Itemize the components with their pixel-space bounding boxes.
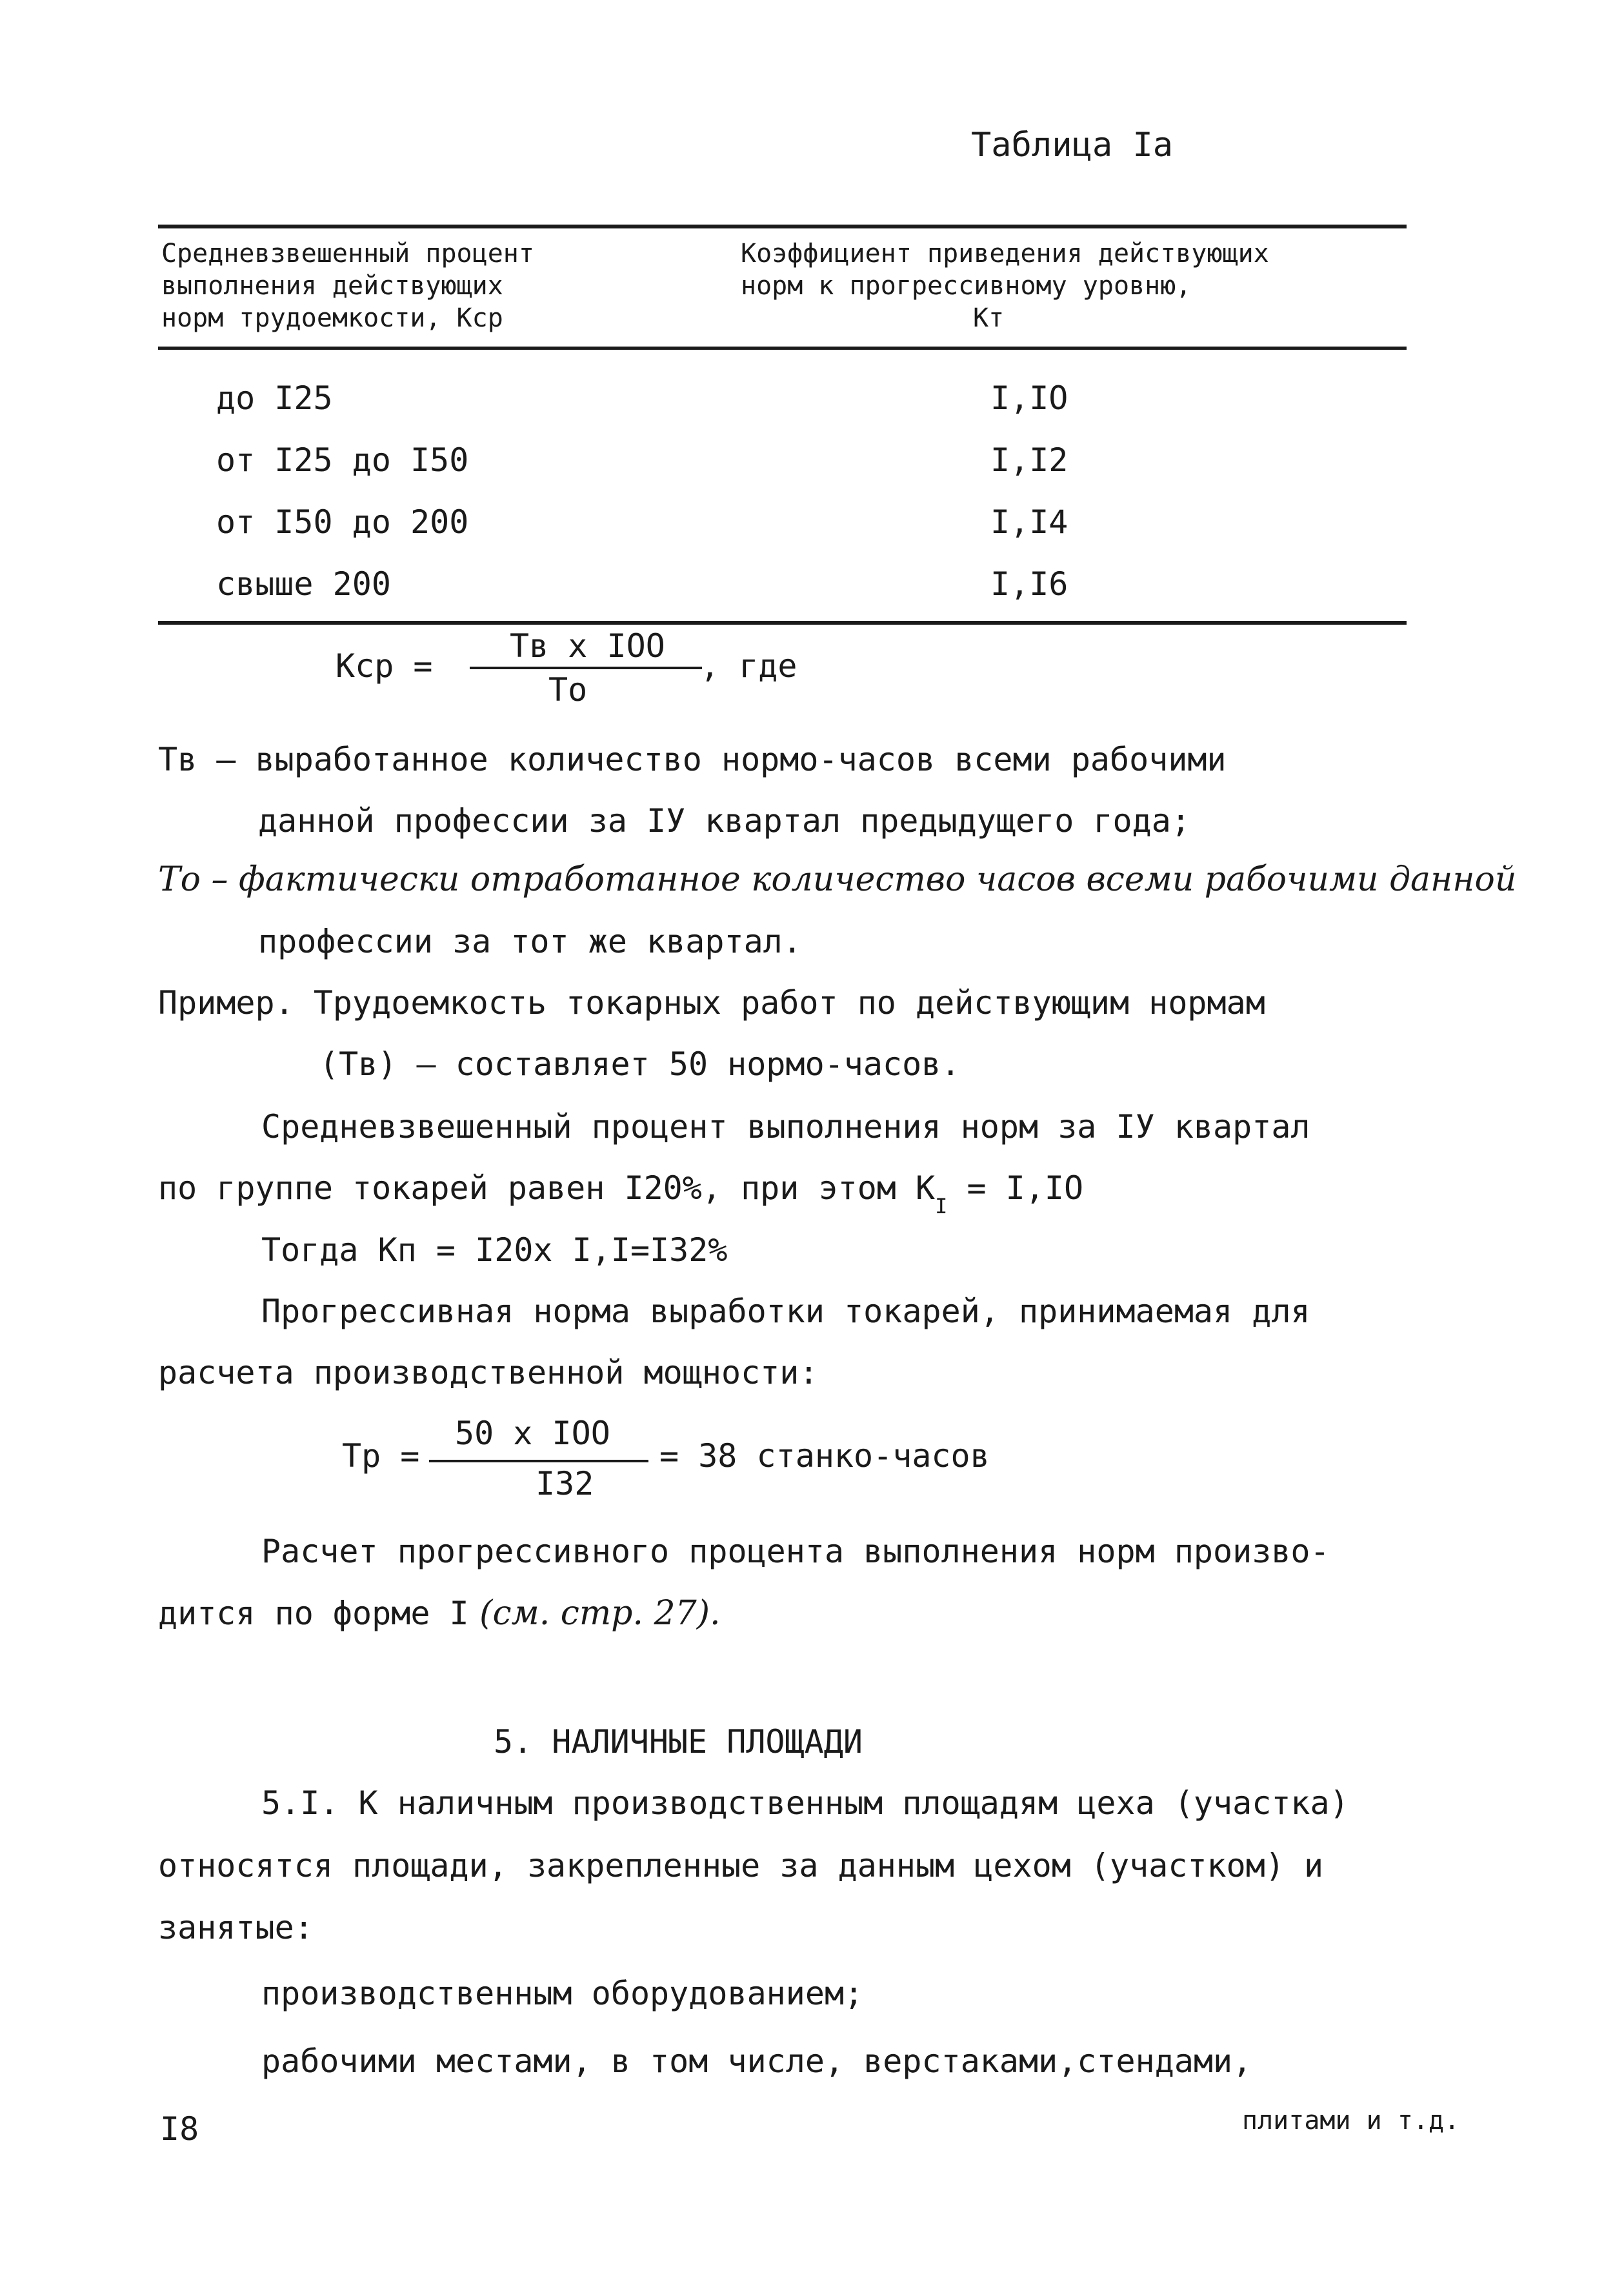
calc-line2-text: дится по форме I <box>158 1595 469 1632</box>
table-top-rule <box>158 225 1407 228</box>
example-line1: Пример. Трудоемкость токарных работ по действующим нормам <box>158 984 1265 1022</box>
formula1-denominator: То <box>548 671 588 709</box>
section-title: 5. НАЛИЧНЫЕ ПЛОЩАДИ <box>494 1723 863 1760</box>
definition-to: То – фактически отработанное количество часов всеми рабочими данной <box>158 860 1517 899</box>
table-header-col2 <box>741 237 1269 334</box>
formula2-lhs: Тр = <box>342 1437 420 1475</box>
calc-line1: Расчет прогрессивного процента выполнения норм произво- <box>261 1533 1330 1570</box>
header-col2-line1: Коэффициент приведения действующих <box>741 239 1269 268</box>
example-line4 <box>158 1169 1084 1218</box>
section-list-item2: рабочими местами, в том числе, верстаками,стендами, <box>261 2043 1252 2080</box>
example-line5: Тогда Кп = I20x I,I=I32% <box>261 1231 728 1269</box>
example-line2: (Тв) – составляет 50 нормо-часов. <box>319 1045 961 1083</box>
formula1-numerator: Тв х IOO <box>510 627 665 665</box>
formula2-numerator: 50 x IOO <box>455 1415 610 1452</box>
subscript-i: I <box>935 1194 948 1218</box>
page-number: I8 <box>160 2110 199 2148</box>
formula1-tail: , где <box>700 647 797 685</box>
formula2-fraction-bar <box>429 1460 648 1462</box>
table-label: Таблица Iа <box>971 126 1174 165</box>
continuation-note: плитами и т.д. <box>1242 2106 1460 2135</box>
table-header-rule <box>158 347 1407 350</box>
definition-to-cont: профессии за тот же квартал. <box>258 923 802 960</box>
definition-tv: Тв – выработанное количество нормо-часов всеми рабочими <box>158 741 1227 778</box>
example-line7: расчета производственной мощности: <box>158 1354 819 1391</box>
example-line4-value: = I,IO <box>947 1169 1084 1207</box>
table-row-coef: I,I2 <box>990 441 1068 479</box>
formula2-denominator: I32 <box>536 1465 594 1502</box>
table-header-col1 <box>161 237 534 334</box>
section-paragraph-line2: относятся площади, закрепленные за данным цехом (участком) и <box>158 1847 1324 1884</box>
definition-tv-cont: данной профессии за IУ квартал предыдущего года; <box>258 802 1190 840</box>
example-line4-text: по группе токарей равен I20%, при этом К <box>158 1169 936 1207</box>
table-row-range: от I25 до I50 <box>216 441 469 479</box>
table-row-coef: I,IO <box>990 379 1068 417</box>
calc-line2-handwritten: (см. стр. 27). <box>468 1594 721 1633</box>
calc-line2 <box>158 1594 721 1633</box>
formula1-lhs: Кср = <box>336 647 433 685</box>
header-col1-line3: норм трудоемкости, Кср <box>161 303 503 333</box>
header-col1-line2: выполнения действующих <box>161 271 503 301</box>
example-line6: Прогрессивная норма выработки токарей, принимаемая для <box>261 1293 1310 1330</box>
section-list-item1: производственным оборудованием; <box>261 1975 864 2012</box>
formula2-rhs: = 38 станко-часов <box>659 1437 990 1475</box>
section-paragraph-line3: занятые: <box>158 1909 314 1946</box>
table-row-range: от I50 до 200 <box>216 503 469 541</box>
table-bottom-rule <box>158 621 1407 625</box>
table-row-coef: I,I4 <box>990 503 1068 541</box>
header-col2-line2: норм к прогрессивному уровню, <box>741 271 1192 301</box>
table-row-range: свыше 200 <box>216 565 391 603</box>
table-row-range: до I25 <box>216 379 333 417</box>
header-col1-line1: Средневзвешенный процент <box>161 239 534 268</box>
formula1-fraction-bar <box>470 667 702 669</box>
header-col2-line3: Кт <box>973 303 1005 333</box>
example-line3: Средневзвешенный процент выполнения норм за IУ квартал <box>261 1108 1310 1145</box>
section-paragraph-line1: 5.I. К наличным производственным площадям цеха (участка) <box>261 1784 1349 1822</box>
table-row-coef: I,I6 <box>990 565 1068 603</box>
